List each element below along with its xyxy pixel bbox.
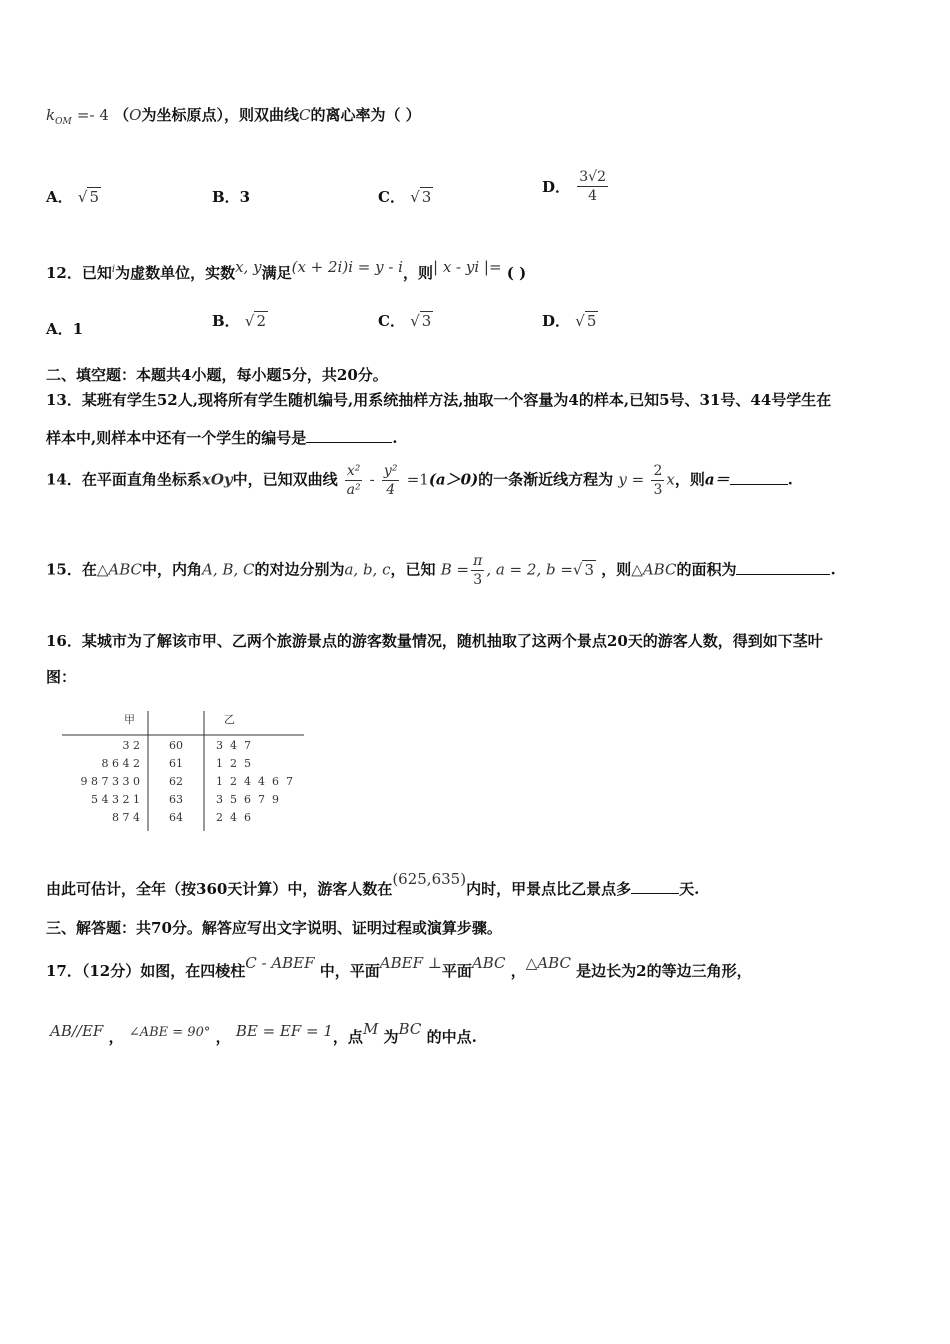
q17-line-1 xyxy=(46,954,752,981)
b-equals: B = xyxy=(440,560,470,579)
q16-line-3 xyxy=(46,870,699,899)
stemleaf-left-leaves: 8 7 4 xyxy=(112,811,140,824)
fraction-pi-3: $\frac{\pi}{3}$ xyxy=(473,553,483,588)
q14-answer-blank[interactable] xyxy=(730,470,788,485)
q17-text-8: 的中点. xyxy=(426,1028,477,1046)
x-var: x xyxy=(666,470,675,489)
q17-text-7: 为 xyxy=(383,1028,399,1046)
q12-abs-expr: | x - yi |= xyxy=(433,258,502,276)
q11-option-c-label: C． xyxy=(378,188,405,206)
q12-number: 12．已知 xyxy=(46,264,112,282)
q15-end: . xyxy=(830,560,836,579)
q15-text-2: 中，内角 xyxy=(142,560,203,579)
q16-line-2: 图： xyxy=(46,668,77,686)
q13-end: . xyxy=(392,429,398,447)
q14-text-1: 14．在平面直角坐标系 xyxy=(46,470,202,489)
q13-line-1: 13．某班有学生52人,现将所有学生随机编号,用系统抽样方法,抽取一个容量为4的样本,已知5号、31号、44号学生在 xyxy=(46,391,832,409)
fraction-y2-4: $\frac{\text{y²}}{4}$ xyxy=(383,463,398,498)
k-om-symbol: $k_{OM}$ xyxy=(46,106,72,127)
stemleaf-left-leaves: 5 4 3 2 1 xyxy=(91,793,140,806)
q12-option-d[interactable] xyxy=(542,310,598,331)
q16-line-1: 16．某城市为了解该市甲、乙两个旅游景点的游客数量情况，随机抽取了这两个景点20天的游客人数，得到如下茎叶 xyxy=(46,632,823,650)
q17-text-1: 17．（12分）如图，在四棱柱 xyxy=(46,962,246,980)
imag-unit: i xyxy=(111,264,116,275)
q16-interval: (625,635) xyxy=(392,870,467,888)
stemleaf-right-leaves: 1 2 4 4 6 7 xyxy=(216,775,293,788)
comma-1: ， xyxy=(108,1028,124,1046)
q12-text-1: 为虚数单位，实数 xyxy=(115,264,236,282)
angles-abc: A, B, C xyxy=(202,560,255,579)
q12-equation: (x + 2i)i = y - i xyxy=(291,258,403,276)
stemleaf-stem: 61 xyxy=(169,757,183,770)
q11-line xyxy=(46,104,421,127)
q12-paren: ( ) xyxy=(506,264,527,282)
q15-answer-blank[interactable] xyxy=(736,560,830,575)
q17-text-2: 中，平面 xyxy=(319,962,380,980)
q15-text-3: 的对边分别为 xyxy=(254,560,345,579)
triangle-abc-2: △ABC xyxy=(631,560,677,579)
q12-text-3: ，则 xyxy=(402,264,433,282)
q12-text-2: 满足 xyxy=(261,264,292,282)
triangle-abc: △ABC xyxy=(525,954,571,972)
stemleaf-right-leaves: 2 4 6 xyxy=(216,811,251,824)
plane-abc: ABC xyxy=(471,954,506,972)
q17-line-2 xyxy=(50,1020,477,1047)
q17-text-6: ，点 xyxy=(332,1028,363,1046)
comma-2: ， xyxy=(215,1028,231,1046)
q12-option-a[interactable] xyxy=(46,318,83,339)
stemleaf-stem: 63 xyxy=(169,793,183,806)
equals-1: =1 xyxy=(406,470,429,489)
q13-text: 样本中,则样本中还有一个学生的编号是 xyxy=(46,429,307,447)
q11-option-b-label: B．3 xyxy=(212,188,251,206)
stemleaf-stem: 62 xyxy=(169,775,183,788)
q15-line xyxy=(46,552,836,589)
q11-option-c[interactable] xyxy=(378,186,433,207)
q11-option-d[interactable] xyxy=(542,168,610,205)
sqrt-3: √ 3 xyxy=(410,312,432,330)
xoy-symbol: xOy xyxy=(201,470,233,489)
q14-text-4: ，则 xyxy=(674,470,705,489)
stemleaf-header-right: 乙 xyxy=(224,713,235,726)
q17-text-4: ， xyxy=(510,962,526,980)
q11-text-a: （ xyxy=(114,106,130,124)
sqrt-2: √ 2 xyxy=(244,312,267,330)
sides-abc: a, b, c xyxy=(344,560,391,579)
a-equals: a＝ xyxy=(704,470,730,489)
q11-option-d-label: D． xyxy=(542,178,571,196)
stemleaf-left-leaves: 3 2 xyxy=(122,739,140,752)
q12-option-b-label: B． xyxy=(212,312,240,330)
sqrt-5: √ 5 xyxy=(77,188,99,206)
q16-answer-blank[interactable] xyxy=(631,879,679,894)
q15-text-6: 的面积为 xyxy=(676,560,737,579)
q12-option-c-label: C． xyxy=(378,312,405,330)
triangle-abc: △ABC xyxy=(96,560,143,579)
stemleaf-right-leaves: 3 5 6 7 9 xyxy=(216,793,279,806)
section-2-heading: 二、填空题：本题共4小题，每小题5分，共20分。 xyxy=(46,366,388,384)
q12-line xyxy=(46,258,526,283)
q11-option-a-label: A． xyxy=(46,188,73,206)
q11-option-a[interactable] xyxy=(46,186,101,207)
stemleaf-right-leaves: 1 2 5 xyxy=(216,757,251,770)
q14-text-2: 中，已知双曲线 xyxy=(232,470,338,489)
prism-c-abef: C - ABEF xyxy=(245,954,315,972)
q11-text-b: 为坐标原点），则双曲线 xyxy=(141,106,299,124)
q12-option-a-label: A．1 xyxy=(46,320,84,338)
stemleaf-stem: 64 xyxy=(169,811,183,824)
q15-text-5: ，则 xyxy=(601,560,632,579)
k-om-value: =- 4 xyxy=(76,106,109,124)
fraction-3sqrt2-over-4: $\frac{3√2}{4}$ xyxy=(579,169,606,204)
fraction-2-3: $\frac{2}{3}$ xyxy=(653,463,663,498)
curve-c-symbol: C xyxy=(298,106,311,124)
q13-line-2 xyxy=(46,427,397,448)
point-m: M xyxy=(362,1020,379,1038)
q15-text-1: 15．在 xyxy=(46,560,97,579)
ab-parallel-ef: AB//EF xyxy=(50,1022,104,1040)
stemleaf-stem: 60 xyxy=(169,739,183,752)
a-condition: (a＞0) xyxy=(428,470,479,489)
be-ef-equals: BE = EF = 1 xyxy=(235,1022,333,1040)
stemleaf-right-leaves: 3 4 7 xyxy=(216,739,251,752)
sqrt-5: √ 5 xyxy=(575,312,597,330)
q16-text-b: 内时，甲景点比乙景点多 xyxy=(466,880,632,898)
origin-symbol: O xyxy=(129,106,142,124)
stem-leaf-plot xyxy=(48,705,348,835)
q16-text-a: 由此可估计，全年（按360天计算）中，游客人数在 xyxy=(46,880,393,898)
section-3-heading: 三、解答题：共70分。解答应写出文字说明、证明过程或演算步骤。 xyxy=(46,919,502,937)
q13-answer-blank[interactable] xyxy=(306,428,392,443)
q14-text-3: 的一条渐近线方程为 xyxy=(478,470,614,489)
sqrt-3: √ 3 xyxy=(572,560,595,579)
sqrt-3: √ 3 xyxy=(410,188,432,206)
q11-option-b[interactable] xyxy=(212,186,250,207)
q17-text-5: 是边长为2的等边三角形， xyxy=(576,962,752,980)
stemleaf-left-leaves: 9 8 7 3 3 0 xyxy=(80,775,140,788)
plane-abef-perp: ABEF ⊥ xyxy=(379,954,442,972)
q11-text-c: 的离心率为（ ） xyxy=(310,106,421,124)
q14-end: . xyxy=(787,470,793,489)
q17-text-3: 平面 xyxy=(441,962,472,980)
y-equals: y = xyxy=(618,470,645,489)
segment-bc: BC xyxy=(398,1020,422,1038)
q15-given: , a = 2, b = xyxy=(486,560,573,579)
q12-option-d-label: D． xyxy=(542,312,571,330)
stemleaf-left-leaves: 8 6 4 2 xyxy=(101,757,140,770)
minus-sign: - xyxy=(369,470,375,489)
angle-abe: ∠ABE = 90° xyxy=(128,1025,211,1040)
q15-text-4: ，已知 xyxy=(390,560,436,579)
fraction-x2-a2: $\frac{\text{x²}}{\text{a²}}$ xyxy=(346,463,361,498)
q14-line xyxy=(46,462,793,499)
real-xy: x, y xyxy=(235,258,262,276)
q16-text-c: 天. xyxy=(679,880,700,898)
stemleaf-header-left: 甲 xyxy=(124,713,135,726)
q12-option-c[interactable] xyxy=(378,310,433,331)
q12-option-b[interactable] xyxy=(212,310,268,331)
